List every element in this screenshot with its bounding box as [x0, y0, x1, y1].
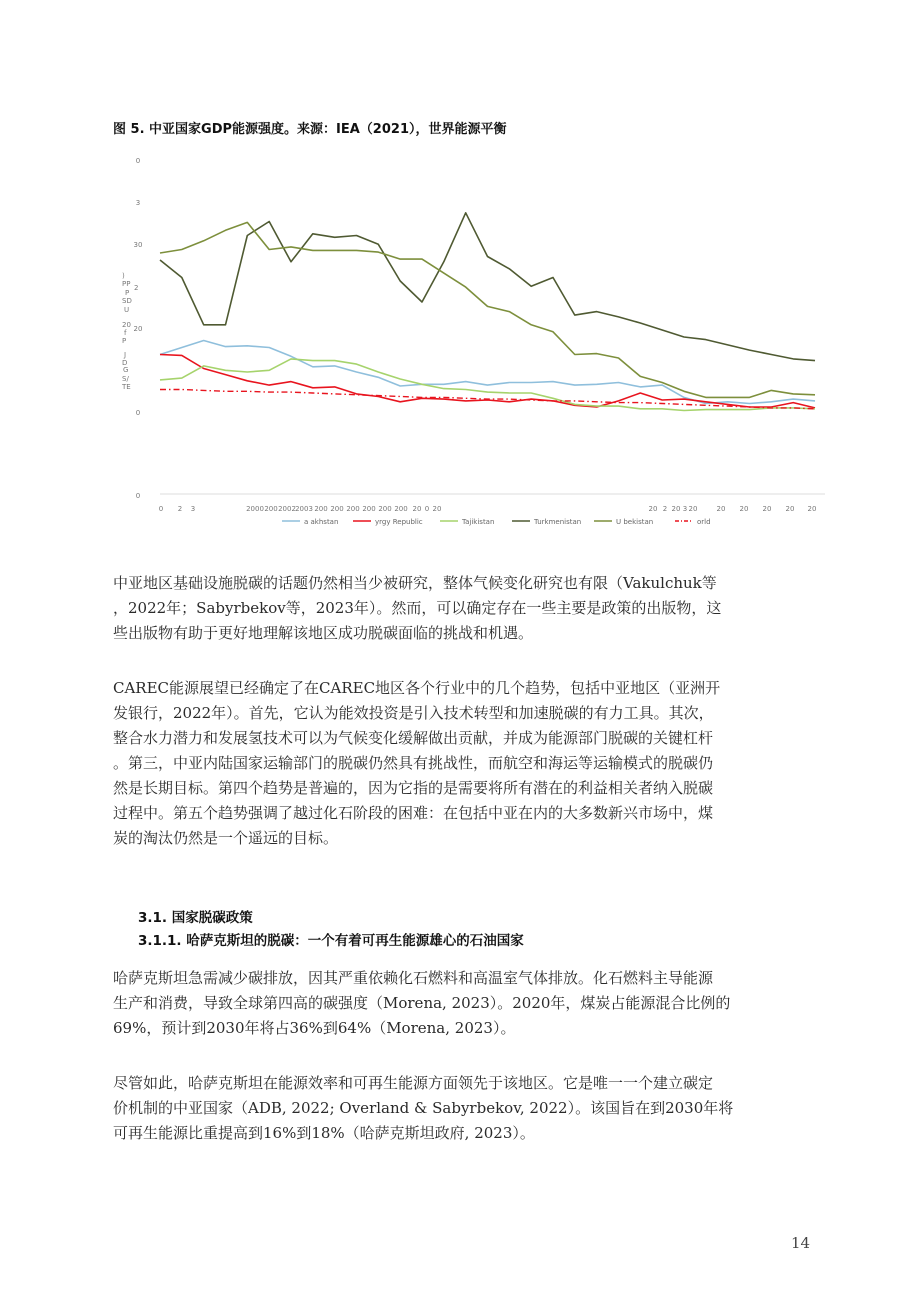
y-tick-label: 30: [133, 241, 143, 249]
energy-intensity-chart: [110, 150, 830, 535]
paragraph-2-line-7: 炭的淘汰仍然是一个遥远的目标。: [113, 829, 339, 847]
paragraph-3: [113, 966, 813, 1041]
x-tick-label: 2: [177, 505, 183, 513]
x-tick-label: 200: [346, 505, 360, 513]
x-tick-label: 20: [739, 505, 749, 513]
legend-label: yrgy Republic: [375, 518, 423, 526]
y-tick-label: 0: [135, 409, 141, 417]
x-tick-label: 20: [432, 505, 442, 513]
y-axis-label-fragment: G: [123, 366, 129, 374]
paragraph-2: [113, 676, 813, 851]
x-tick-label: 20: [648, 505, 658, 513]
x-tick-label: 200: [378, 505, 392, 513]
legend-label: orld: [697, 518, 711, 526]
paragraph-1: [113, 571, 813, 646]
paragraph-1-line-1: 中亚地区基础设施脱碳的话题仍然相当少被研究，整体气候变化研究也有限（Vakulchuk等: [113, 574, 717, 592]
series-line: [160, 341, 815, 404]
paragraph-4-line-1: 尽管如此，哈萨克斯坦在能源效率和可再生能源方面领先于该地区。它是唯一一个建立碳定: [113, 1074, 714, 1092]
paragraph-1-line-2: ，2022年；Sabyrbekov等，2023年）。然而，可以确定存在一些主要是政策的出版物，这: [113, 599, 722, 617]
paragraph-3-line-2: 生产和消费，导致全球第四高的碳强度（Morena, 2023）。2020年，煤炭占能源混合比例的: [113, 994, 731, 1012]
y-axis-label-fragment: PP: [122, 280, 131, 288]
y-axis-label-fragment: 2: [134, 284, 139, 292]
y-axis-label-fragment: ): [122, 272, 125, 280]
x-tick-label: 2000: [246, 505, 264, 513]
y-axis-label-fragment: S/: [122, 375, 129, 383]
paragraph-2-line-2: 发银行，2022年）。首先，它认为能效投资是引入技术转型和加速脱碳的有力工具。其次，: [113, 704, 714, 722]
page-number: 14: [791, 1234, 811, 1252]
x-tick-label: 20: [785, 505, 795, 513]
x-tick-label: 200: [394, 505, 408, 513]
x-tick-label: 3: [682, 505, 688, 513]
y-axis-label-fragment: SD: [122, 297, 132, 305]
y-tick-label: 0: [135, 157, 141, 165]
paragraph-3-line-3: 69%，预计到2030年将占36%到64%（Morena, 2023）。: [113, 1019, 516, 1037]
paragraph-2-line-6: 过程中。第五个趋势强调了越过化石阶段的困难：在包括中亚在内的大多数新兴市场中，煤: [113, 804, 714, 822]
paragraph-2-line-5: 然是长期目标。第四个趋势是普遍的，因为它指的是需要将所有潜在的利益相关者纳入脱碳: [113, 779, 714, 797]
x-tick-label: 200: [264, 505, 278, 513]
x-tick-label: 2003: [295, 505, 313, 513]
y-axis-label-fragment: D: [122, 359, 128, 367]
x-tick-label: 200: [330, 505, 344, 513]
paragraph-3-line-1: 哈萨克斯坦急需减少碳排放，因其严重依赖化石燃料和高温室气体排放。化石燃料主导能源: [113, 969, 714, 987]
y-axis-label-fragment: J: [124, 351, 127, 359]
x-tick-label: 3: [190, 505, 196, 513]
x-tick-label: 20: [716, 505, 726, 513]
y-axis-label-fragment: P: [125, 289, 130, 297]
x-tick-label: 20: [671, 505, 681, 513]
y-tick-label: 3: [135, 199, 141, 207]
x-tick-label: 20: [762, 505, 772, 513]
paragraph-2-line-4: 。第三，中亚内陆国家运输部门的脱碳仍然具有挑战性，而航空和海运等运输模式的脱碳仍: [113, 754, 714, 772]
y-axis-label-fragment: TE: [122, 383, 131, 391]
legend-label: Turkmenistan: [534, 518, 582, 526]
x-tick-label: 20: [412, 505, 422, 513]
y-axis-label-fragment: f: [124, 329, 127, 337]
paragraph-1-line-3: 些出版物有助于更好地理解该地区成功脱碳面临的挑战和机遇。: [113, 624, 534, 642]
subsection-heading: 3.1.1. 哈萨克斯坦的脱碳：一个有着可再生能源雄心的石油国家: [138, 933, 524, 949]
legend-label: a akhstan: [304, 518, 339, 526]
y-axis-label-fragment: 20: [122, 321, 131, 329]
legend-label: U bekistan: [616, 518, 654, 526]
x-tick-label: 20: [688, 505, 698, 513]
paragraph-4-line-3: 可再生能源比重提高到16%到18%（哈萨克斯坦政府, 2023）。: [113, 1124, 535, 1142]
x-tick-label: 200: [314, 505, 328, 513]
paragraph-4: [113, 1071, 813, 1146]
x-tick-label: 0: [424, 505, 430, 513]
x-tick-label: 0: [158, 505, 164, 513]
paragraph-4-line-2: 价机制的中亚国家（ADB, 2022; Overland & Sabyrbekov, 2022）。该国旨在到2030年将: [113, 1099, 734, 1117]
figure-caption: 图 5. 中亚国家GDP能源强度。来源：IEA（2021），世界能源平衡: [113, 122, 507, 137]
series-line: [160, 355, 815, 408]
paragraph-2-line-3: 整合水力潜力和发展氢技术可以为气候变化缓解做出贡献，并成为能源部门脱碳的关键杠杆: [113, 729, 714, 747]
y-tick-label: 0: [135, 492, 141, 500]
y-axis-label-fragment: P: [122, 337, 127, 345]
section-heading: 3.1. 国家脱碳政策: [138, 910, 253, 926]
x-tick-label: 20: [807, 505, 817, 513]
y-axis-label-fragment: U: [124, 306, 130, 314]
x-tick-label: 2: [662, 505, 668, 513]
x-tick-label: 2002: [278, 505, 296, 513]
y-tick-label: 20: [133, 325, 143, 333]
paragraph-2-line-1: CAREC能源展望已经确定了在CAREC地区各个行业中的几个趋势，包括中亚地区（亚洲开: [113, 679, 721, 697]
x-tick-label: 200: [362, 505, 376, 513]
legend-label: Tajikistan: [462, 518, 495, 526]
